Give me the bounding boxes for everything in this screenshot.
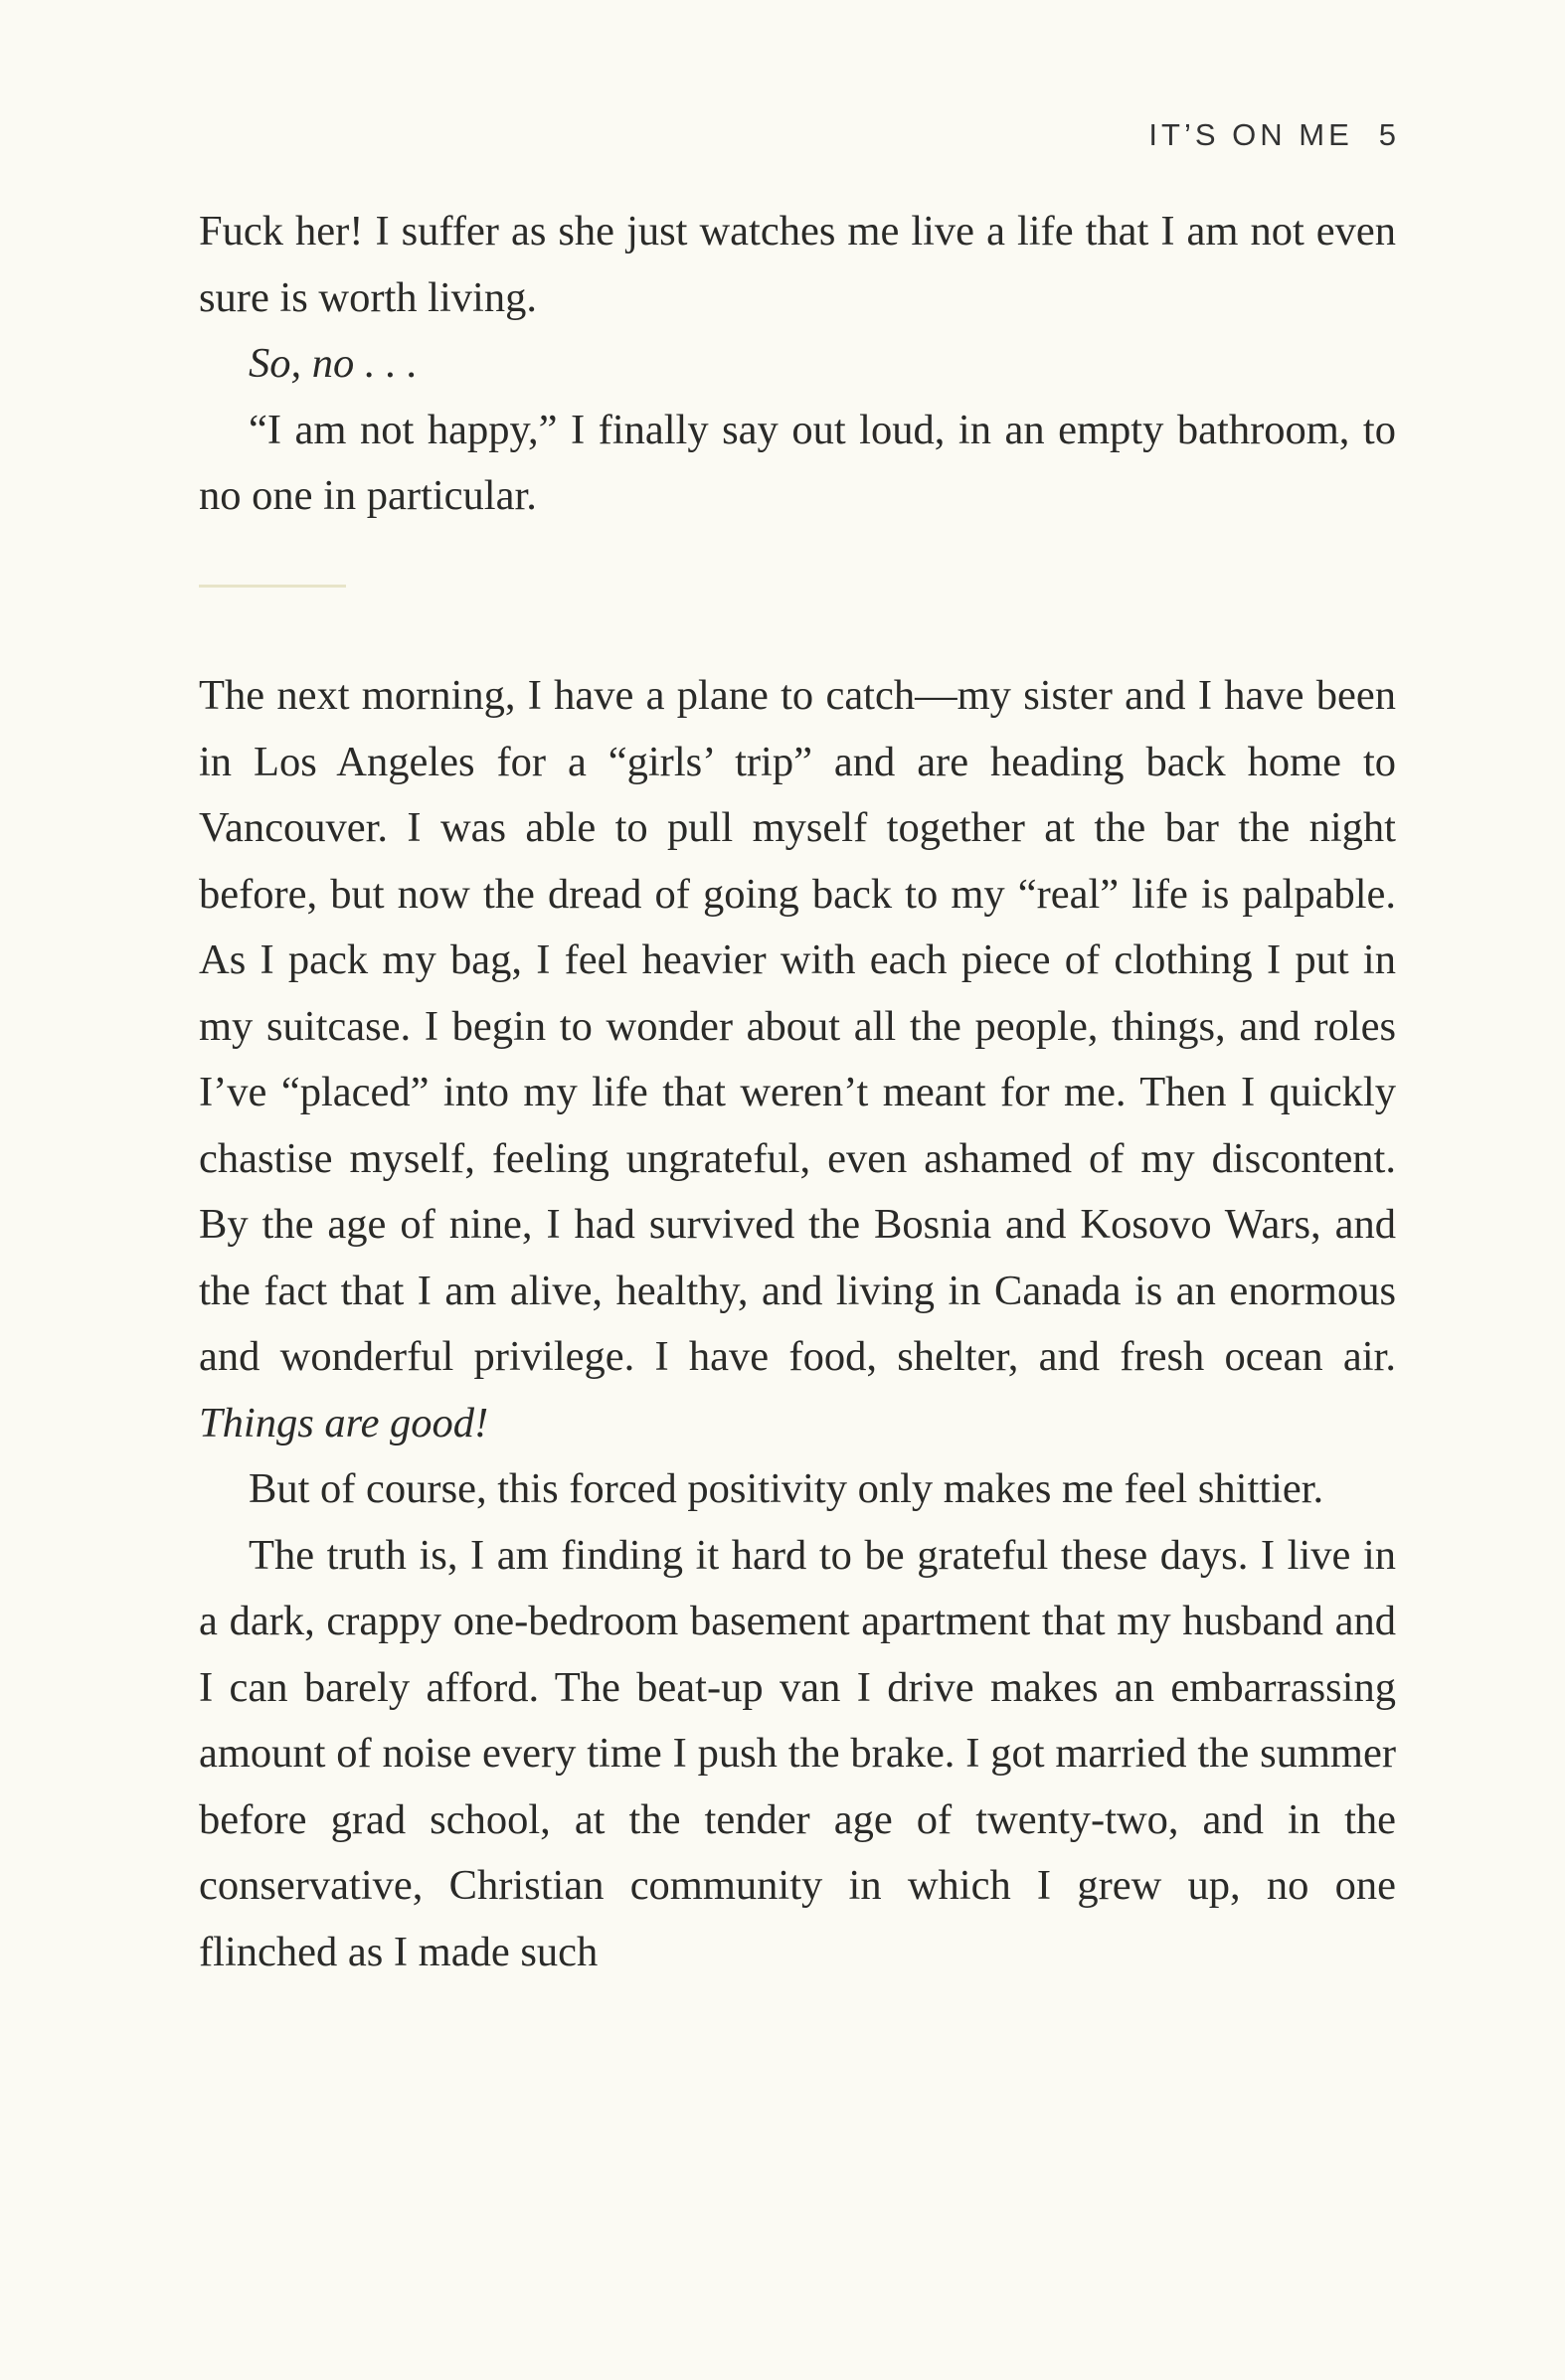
paragraph: Fuck her! I suffer as she just watches me live a life that I am not even sure is worth living. xyxy=(199,208,1396,321)
italic-text: So, no . . . xyxy=(249,340,418,387)
paragraph xyxy=(199,331,1396,398)
italic-text: Things are good! xyxy=(199,1399,489,1446)
paragraph-text: The next morning, I have a plane to catch—my sister and I have been in Los Angeles for a “girls’ trip” and are heading back home to Vancouver. I was able to pull myself together at the bar the night before, but now the dread of going back to my “real” life is palpable. As I pack my bag, I feel heavier with each piece of clothing I put in my suitcase. I begin to wonder about all the people, things, and roles I’ve “placed” into my life that weren’t meant for me. Then I quickly chastise myself, feeling ungrateful, even ashamed of my discontent. By the age of nine, I had survived the Bosnia and Kosovo Wars, and the fact that I am alive, healthy, and living in Canada is an enormous and wonderful privilege. I have food, shelter, and fresh ocean air. xyxy=(199,672,1396,1380)
running-head xyxy=(1148,117,1396,153)
text-block-before-break xyxy=(199,199,1396,530)
paragraph xyxy=(199,663,1396,1456)
text-block-after-break xyxy=(199,663,1396,1985)
paragraph: “I am not happy,” I finally say out loud, in an empty bathroom, to no one in particular. xyxy=(199,406,1396,519)
page-number: 5 xyxy=(1378,117,1396,152)
section-break-rule xyxy=(199,585,346,588)
paragraph: But of course, this forced positivity only makes me feel shittier. xyxy=(249,1465,1324,1512)
running-head-title: IT’S ON ME xyxy=(1148,117,1353,152)
paragraph: The truth is, I am finding it hard to be grateful these days. I live in a dark, crappy one-bedroom basement apartment that my husband and I can barely afford. The beat-up van I drive makes an embarrassing amount of noise every time I push the brake. I got married the summer before grad school, at the tender age of twenty-two, and in the conservative, Christian community in which I grew up, no one flinched as I made such xyxy=(199,1531,1396,1975)
